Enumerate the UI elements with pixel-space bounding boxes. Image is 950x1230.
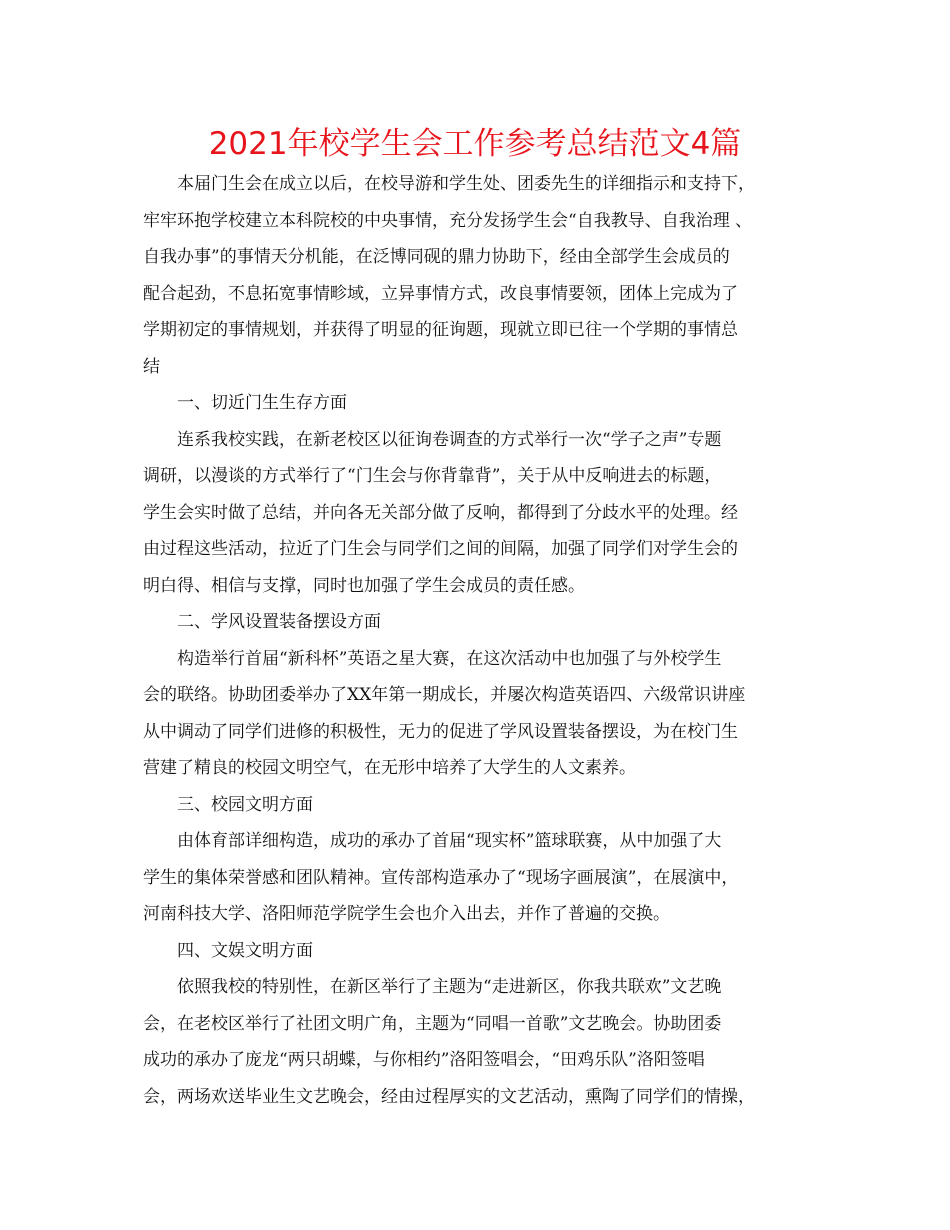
text-line: 调研，以漫谈的方式举行了“门生会与你背靠背”，关于从中反响进去的标题， bbox=[143, 466, 722, 486]
section-paragraph bbox=[143, 422, 815, 605]
text-line: 会，两场欢送毕业生文艺晚会，经由过程厚实的文艺活动，熏陶了同学们的情操， bbox=[143, 1086, 755, 1107]
text-line: 从中调动了同学们进修的积极性，无力的促进了学风设置装备摆设，为在校门生 bbox=[143, 721, 738, 742]
text-line: 河南科技大学、洛阳师范学院学生会也介入出去，并作了普遍的交换。 bbox=[143, 904, 670, 924]
text-line: 本届门生会在成立以后，在校导游和学生处、团委先生的详细指示和支持下， bbox=[177, 174, 755, 194]
text-line: 会的联络。协助团委举办了XX年第一期成长，并屡次构造英语四、六级常识讲座 bbox=[143, 685, 746, 705]
document-body bbox=[143, 166, 815, 1115]
text-line: 依照我校的特别性，在新区举行了主题为“走进新区，你我共联欢”文艺晚 bbox=[177, 977, 722, 997]
text-line: 结 bbox=[143, 356, 160, 377]
section-paragraph bbox=[143, 969, 815, 1115]
text-line: 会，在老校区举行了社团文明广角，主题为“同唱一首歌”文艺晚会。协助团委 bbox=[143, 1013, 722, 1034]
text-line: 营建了精良的校园文明空气，在无形中培养了大学生的人文素养。 bbox=[143, 758, 636, 778]
section-heading: 三、校园文明方面 bbox=[177, 794, 313, 815]
text-line: 构造举行首届“新科杯”英语之星大赛，在这次活动中也加强了与外校学生 bbox=[177, 648, 722, 669]
text-line: 牢牢环抱学校建立本科院校的中央事情，充分发扬学生会“自我教导、自我治理 、 bbox=[143, 210, 753, 231]
section-heading: 一、切近门生生存方面 bbox=[177, 393, 347, 413]
text-line: 学生会实时做了总结，并向各无关部分做了反响，都得到了分歧水平的处理。经 bbox=[143, 502, 738, 523]
section-paragraph bbox=[143, 823, 815, 933]
section-heading: 四、文娱文明方面 bbox=[177, 940, 313, 961]
intro-paragraph bbox=[143, 166, 815, 385]
text-line: 配合起劲，不息拓宽事情畛域，立异事情方式，改良事情要领，团体上完成为了 bbox=[143, 283, 738, 304]
section-paragraph bbox=[143, 641, 815, 787]
text-line: 自我办事”的事情天分机能，在泛博同砚的鼎力协助下，经由全部学生会成员的 bbox=[143, 247, 730, 267]
text-line: 学生的集体荣誉感和团队精神。宣传部构造承办了“现场字画展演”，在展演中， bbox=[143, 867, 739, 888]
text-line: 成功的承办了庞龙“两只胡蝶，与你相约”洛阳签唱会，“田鸡乐队”洛阳签唱 bbox=[143, 1050, 705, 1070]
text-line: 由过程这些活动，拉近了门生会与同学们之间的间隔，加强了同学们对学生会的 bbox=[143, 539, 738, 559]
document-title: 2021年校学生会工作参考总结范文4篇 bbox=[208, 126, 742, 162]
text-line: 由体育部详细构造，成功的承办了首届“现实杯”篮球联赛，从中加强了大 bbox=[177, 831, 722, 851]
text-line: 学期初定的事情规划，并获得了明显的征询题，现就立即已往一个学期的事情总 bbox=[143, 320, 738, 340]
text-line: 连系我校实践，在新老校区以征询卷调查的方式举行一次“学子之声”专题 bbox=[177, 429, 722, 450]
text-line: 明白得、相信与支撑，同时也加强了学生会成员的责任感。 bbox=[143, 575, 585, 596]
section-heading: 二、学风设置装备摆设方面 bbox=[177, 612, 381, 632]
